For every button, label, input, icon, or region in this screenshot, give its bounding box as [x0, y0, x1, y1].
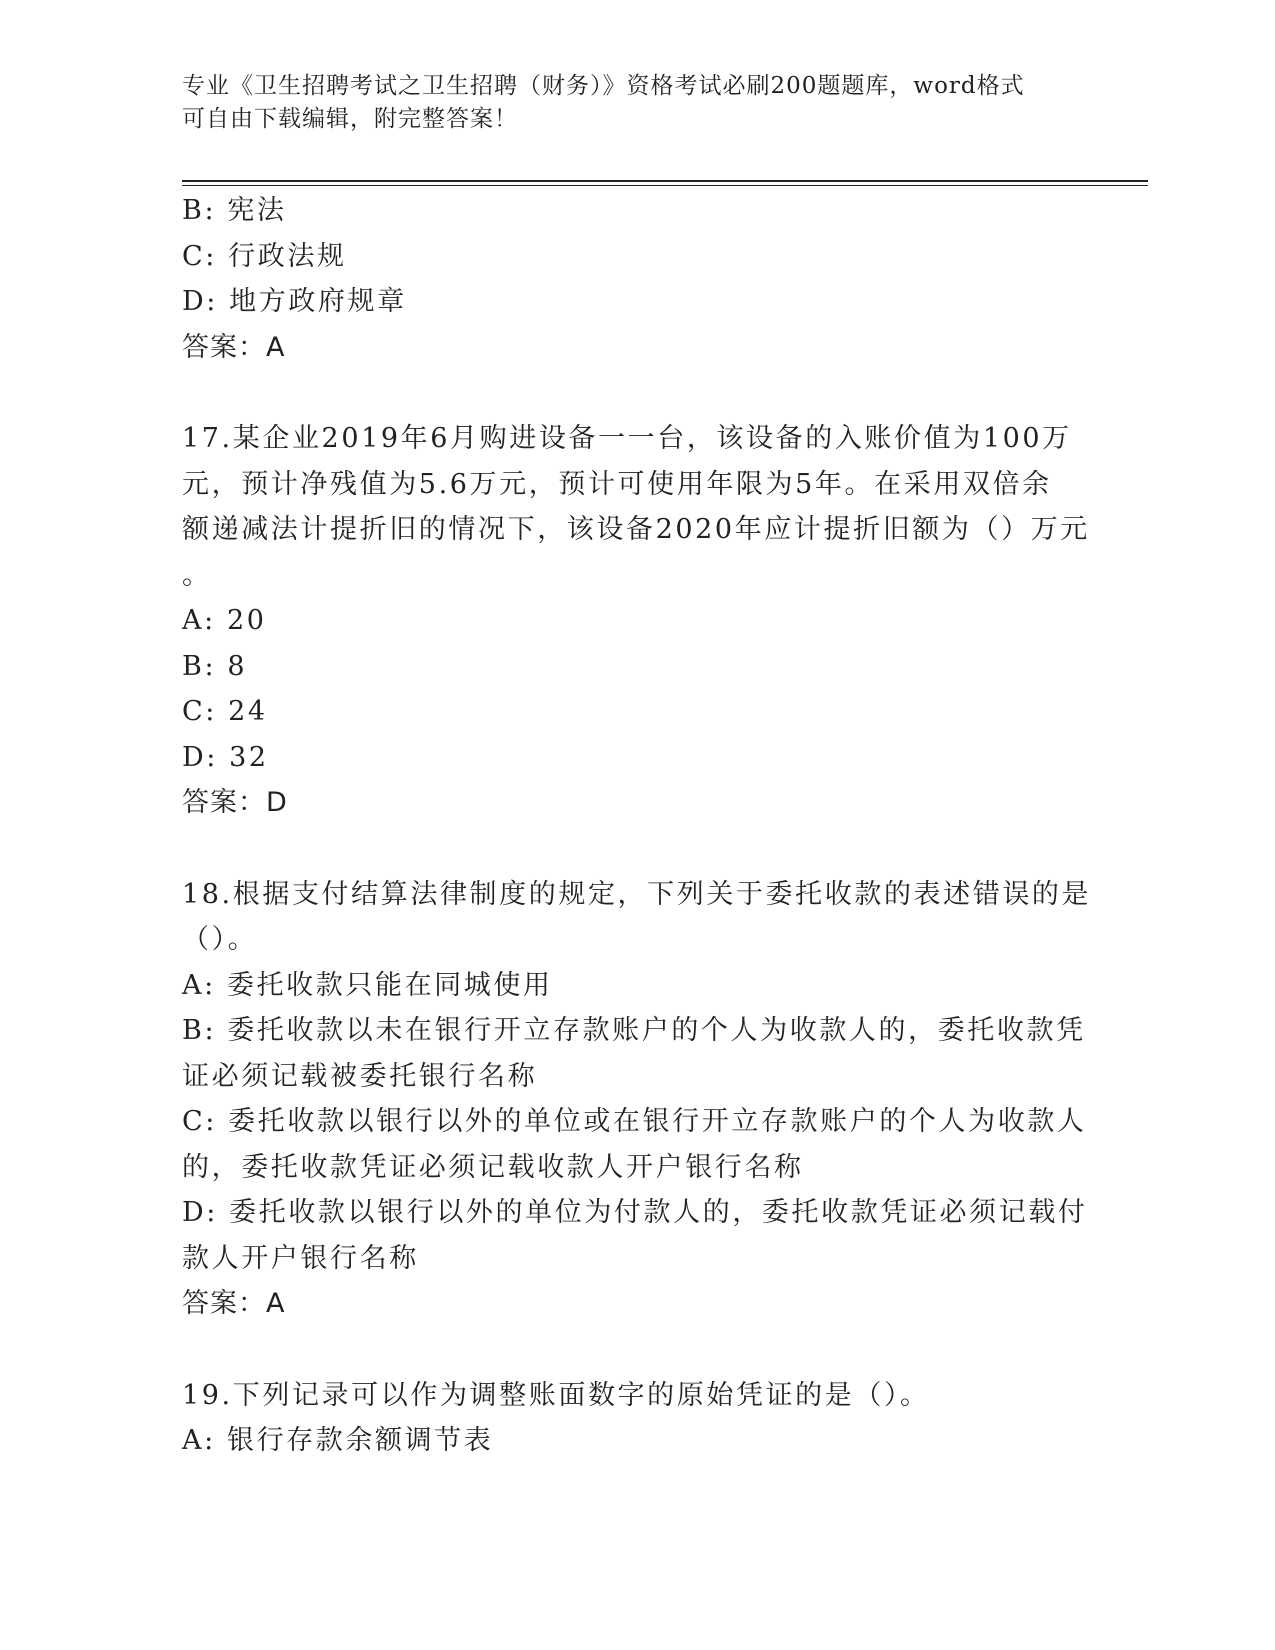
option-c: C: 24	[182, 696, 268, 727]
option-a: A: 20	[182, 605, 267, 636]
answer: 答案：A	[182, 1288, 286, 1319]
question-text-line: 。	[182, 559, 212, 591]
option-b-continued: 证必须记载被委托银行名称	[182, 1060, 538, 1092]
option-b: B: 委托收款以未在银行开立存款账户的个人为收款人的，委托收款凭	[182, 1015, 1086, 1046]
option-d: D: 地方政府规章	[182, 286, 407, 317]
option-c-continued: 的，委托收款凭证必须记载收款人开户银行名称	[182, 1151, 804, 1183]
question-17	[182, 416, 1090, 826]
option-c: C: 行政法规	[182, 240, 347, 272]
header-line-2: 可自由下载编辑，附完整答案！	[182, 106, 518, 132]
option-c: C: 委托收款以银行以外的单位或在银行开立存款账户的个人为收款人	[182, 1106, 1087, 1137]
header-rule-thick	[182, 180, 1148, 182]
question-text-line: 元，预计净残值为5.6万元，预计可使用年限为5年。在采用双倍余	[182, 468, 1052, 500]
option-a: A: 银行存款余额调节表	[182, 1425, 494, 1456]
option-d: D: 32	[182, 741, 269, 773]
document-header	[182, 70, 1082, 136]
question-text-line: 额递减法计提折旧的情况下，该设备2020年应计提折旧额为（）万元	[182, 514, 1090, 545]
option-d: D: 委托收款以银行以外的单位为付款人的，委托收款凭证必须记载付	[182, 1197, 1088, 1228]
header-rule-thin	[182, 185, 1148, 186]
question-19	[182, 1373, 1082, 1464]
question-18	[182, 872, 1092, 1327]
question-text-line: 18.根据支付结算法律制度的规定，下列关于委托收款的表述错误的是	[182, 878, 1092, 910]
question-text-line: 19.下列记录可以作为调整账面数字的原始凭证的是（）。	[182, 1379, 930, 1411]
question-text-line: （）。	[182, 924, 258, 955]
answer: 答案：D	[182, 787, 288, 818]
header-line-1: 专业《卫生招聘考试之卫生招聘（财务）》资格考试必刷200题题库，word格式	[182, 73, 1025, 99]
answer: 答案：A	[182, 331, 286, 363]
option-b: B: 宪法	[182, 195, 287, 226]
question-text-line: 17.某企业2019年6月购进设备一一台，该设备的入账价值为100万	[182, 423, 1072, 454]
option-b: B: 8	[182, 650, 248, 682]
question-16-tail	[182, 188, 1082, 370]
option-d-continued: 款人开户银行名称	[182, 1242, 419, 1274]
option-a: A: 委托收款只能在同城使用	[182, 969, 553, 1001]
document-body	[182, 188, 1092, 1464]
